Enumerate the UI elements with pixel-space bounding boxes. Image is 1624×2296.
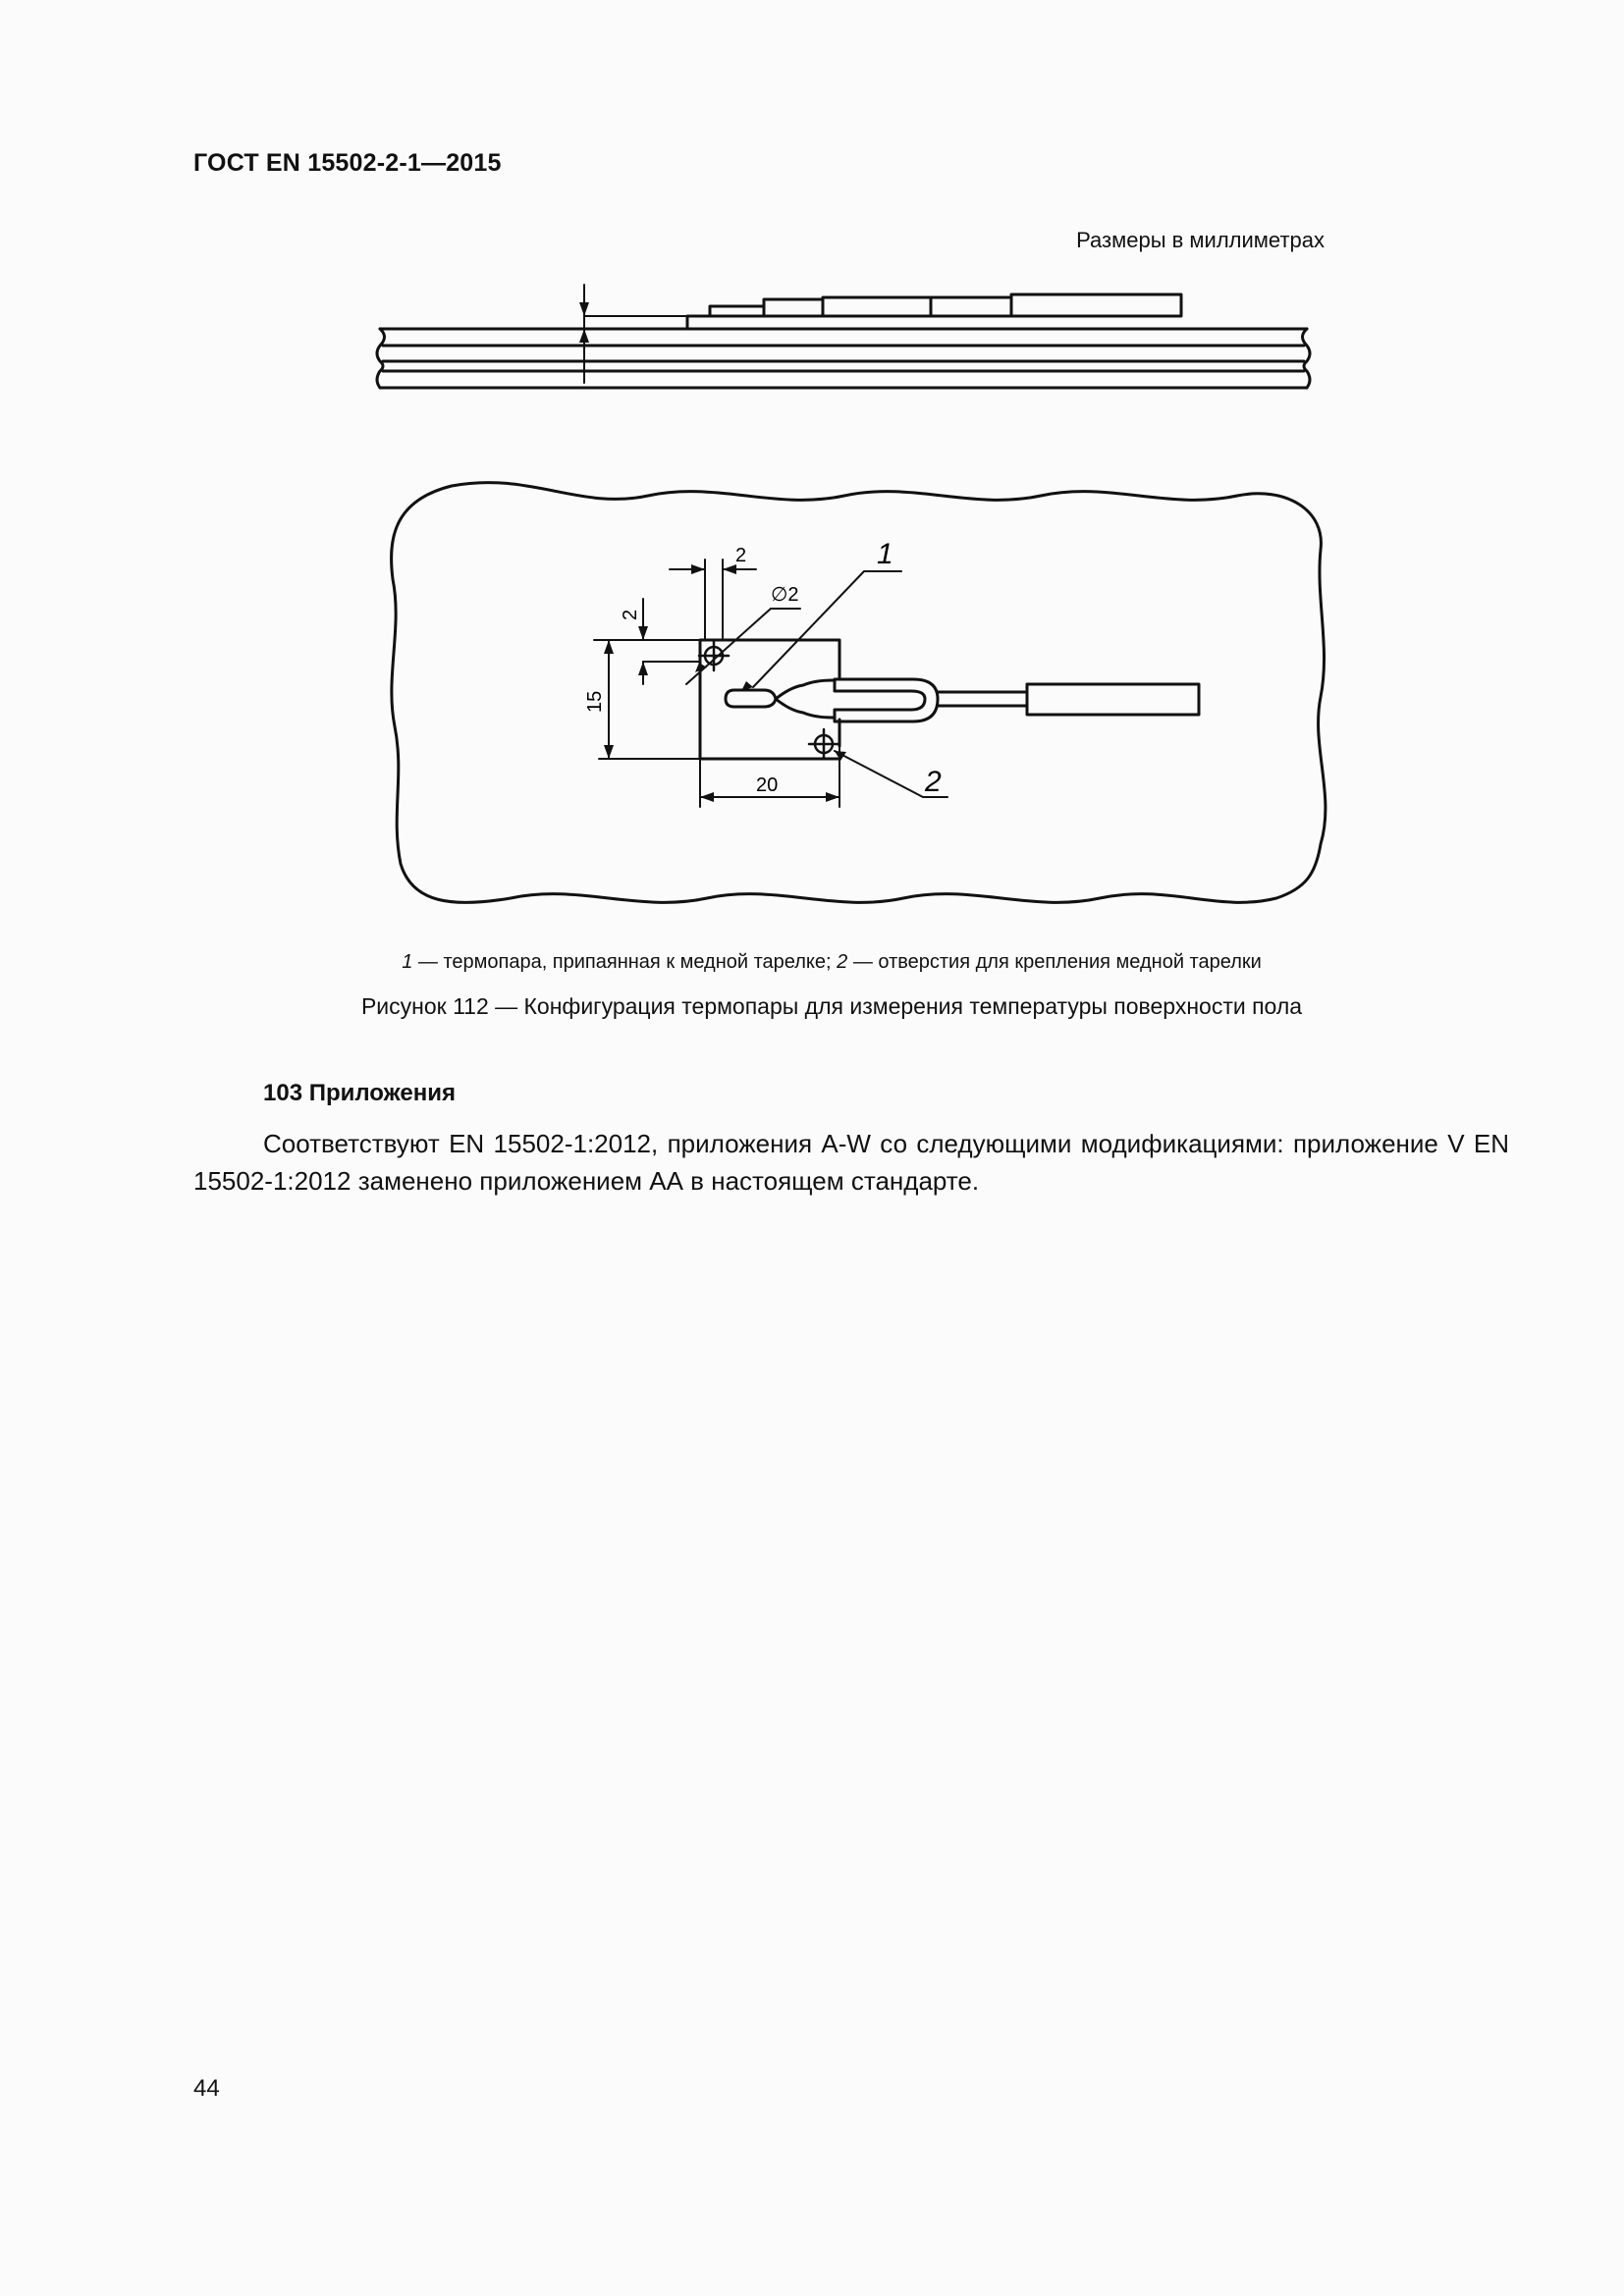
figure-legend [0, 951, 1624, 974]
mounting-holes [699, 641, 839, 759]
floor-outline [392, 483, 1326, 903]
legend-item1-number: 1 [402, 951, 413, 973]
legend-item1-text: — термопара, припаянная к медной тарелке; [412, 951, 838, 973]
dim-width: 20 [756, 774, 779, 796]
callout-1: 1 [877, 538, 893, 570]
dim-hole-diameter: ∅2 [771, 584, 799, 606]
side-view [377, 294, 1310, 388]
thermocouple [726, 679, 1199, 721]
dim-top-width: 2 [735, 545, 747, 566]
legend-item2-text: — отверстия для крепления медной тарелки [847, 951, 1262, 973]
callout-2: 2 [925, 766, 942, 798]
section-body [193, 1125, 1509, 1200]
section-body-text: Соответствуют EN 15502-1:2012, приложения A-W со следующими модификациями: приложение V EN 15502-1:2012 заменено приложением АА в настоящем стандарте. [193, 1129, 1509, 1196]
page-number: 44 [193, 2075, 220, 2102]
document-header: ГОСТ EN 15502-2-1—2015 [193, 149, 502, 177]
side-dimension [584, 285, 604, 383]
figure-drawing [0, 0, 1624, 942]
dim-left-offset: 2 [620, 609, 641, 620]
figure-caption: Рисунок 112 — Конфигурация термопары для измерения температуры поверхности пола [360, 993, 1303, 1019]
units-note: Размеры в миллиметрах [1076, 228, 1325, 252]
dim-height: 15 [584, 690, 606, 713]
copper-plate [700, 640, 839, 759]
section-title: 103 Приложения [263, 1080, 456, 1106]
legend-item2-number: 2 [837, 951, 848, 973]
